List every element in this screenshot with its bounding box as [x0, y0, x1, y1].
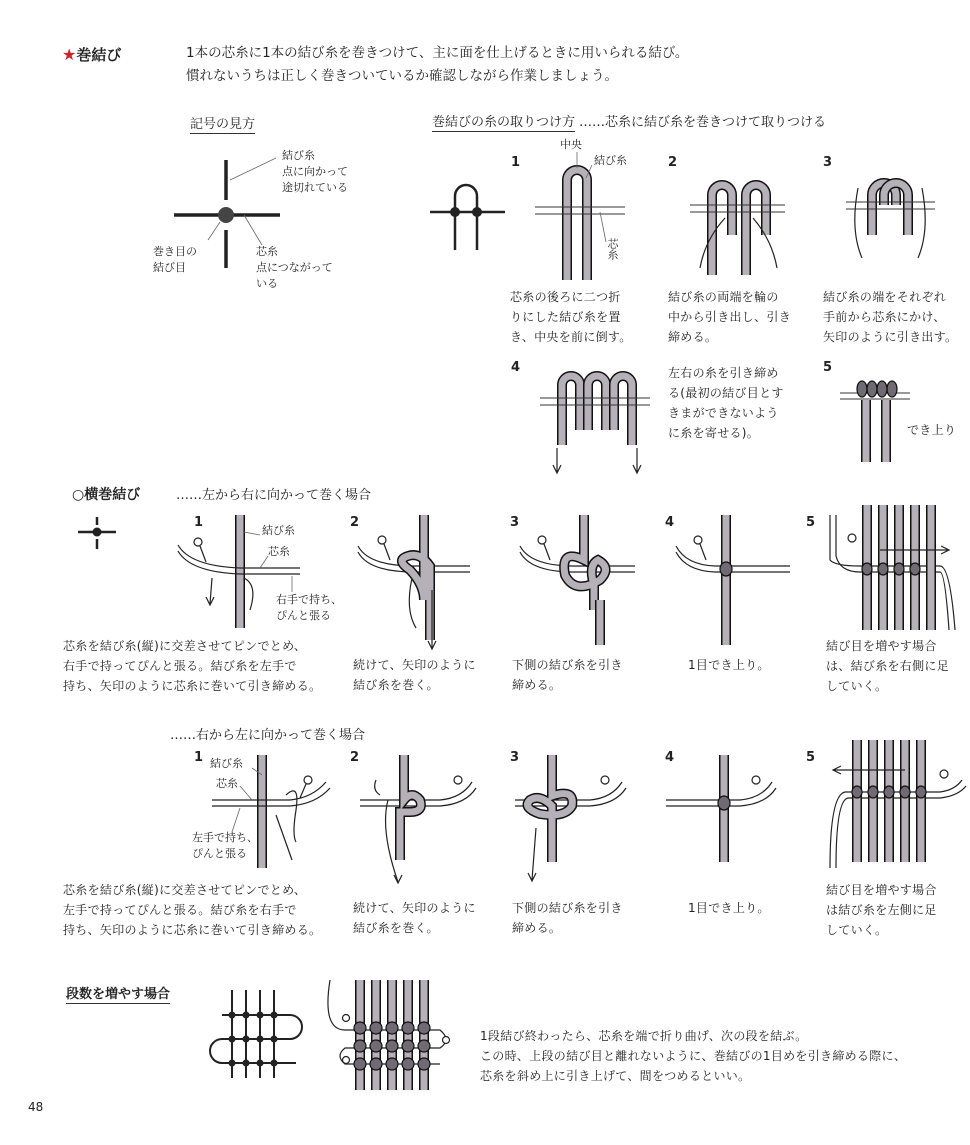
rows-heading: 段数を増やす場合 — [66, 987, 171, 1002]
rtl-note: ……右から左に向かって巻く場合 — [170, 728, 366, 743]
rtl-step-4-num: 4 — [665, 750, 675, 765]
label-knot-yarn: 結び糸 — [594, 154, 627, 167]
intro-line-1: 1本の芯糸に1本の結び糸を巻きつけて、主に面を仕上げるときに用いられる結び。 — [186, 45, 689, 61]
rtl-step-1-num: 1 — [194, 750, 204, 765]
attach-step-4-caption: 左右の糸を引き締め る(最初の結び目とす きまができないよう に糸を寄せる)。 — [668, 366, 784, 440]
attach-step-3-num: 3 — [823, 155, 833, 170]
rows-caption: 1段結び終わったら、芯糸を端で折り曲げ、次の段を結ぶ。 この時、上段の結び目と離れないように、巻結びの1目めを引き締める際に、 芯糸を斜め上に引き上げて、間をつめるといい。 — [480, 1029, 907, 1083]
attach-step-2-num: 2 — [668, 155, 678, 170]
ltr-step-3-num: 3 — [510, 515, 520, 530]
label-center: 中央 — [560, 138, 582, 151]
attach-step-2-caption: 結び糸の両端を輪の 中から引き出し、引き 締める。 — [668, 290, 792, 344]
attach-step-5-num: 5 — [823, 360, 833, 375]
label-core-yarn: 芯糸 — [606, 238, 619, 260]
legend-knot-label: 結び糸 点に向かって 途切れている — [282, 149, 348, 194]
rtl-step-3-caption: 下側の結び糸を引き 締める。 — [512, 901, 623, 935]
rtl-step-5-caption: 結び目を増やす場合 は結び糸を左側に足 していく。 — [826, 883, 937, 937]
ltr-step-2-num: 2 — [350, 515, 360, 530]
rtl-step-2-num: 2 — [350, 750, 360, 765]
attach-step-3-caption: 結び糸の端をそれぞれ 手前から芯糸にかけ、 矢印のように引き出す。 — [823, 290, 958, 344]
attach-heading: 巻結びの糸の取りつけ方 ……芯糸に結び糸を巻きつけて取りつける — [432, 115, 827, 130]
rows-knot-diagram — [0, 0, 470, 1100]
intro-line-2: 慣れないうちは正しく巻きついているか確認しながら作業しましょう。 — [186, 68, 618, 84]
legend-core-label: 芯糸 点につながって いる — [256, 245, 333, 290]
ltr-step-5-num: 5 — [806, 515, 816, 530]
attach-step-1-caption: 芯糸の後ろに二つ折 りにした結び糸を置 き、中央を前に倒す。 — [510, 290, 632, 344]
ltr-label-core: 芯糸 — [268, 545, 290, 558]
symbol-heading: 記号の見方 — [190, 117, 256, 132]
title-text: 巻結び — [76, 46, 122, 64]
attach-step-5-caption: でき上り — [907, 423, 957, 437]
attach-step-4-num: 4 — [511, 360, 521, 375]
legend-wrap-label: 巻き目の 結び目 — [153, 245, 197, 274]
rtl-step-4-caption: 1目でき上り。 — [688, 901, 770, 915]
ltr-label-knot: 結び糸 — [262, 524, 295, 537]
rtl-step-3-num: 3 — [510, 750, 520, 765]
star-icon: ★ — [62, 45, 77, 64]
rtl-label-hold: 左手で持ち、 ぴんと張る — [192, 831, 258, 860]
ltr-step-5-caption: 結び目を増やす場合 は、結び糸を右側に足 していく。 — [826, 639, 950, 693]
ltr-step-2-caption: 続けて、矢印のように 結び糸を巻く。 — [353, 658, 476, 692]
attach-step-1-num: 1 — [511, 155, 521, 170]
ltr-note: ……左から右に向かって巻く場合 — [176, 488, 372, 503]
rtl-step-5-num: 5 — [806, 750, 816, 765]
ltr-step-4-caption: 1目でき上り。 — [688, 658, 770, 672]
rtl-label-knot: 結び糸 — [210, 757, 243, 770]
horizontal-heading: ○横巻結び — [72, 487, 141, 503]
rtl-step-1-caption: 芯糸を結び糸(縦)に交差させてピンでとめ、 左手で持ってぴんと張る。結び糸を右手で 持ち、矢印のように芯糸に巻いて引き締める。 — [63, 883, 322, 937]
ltr-step-4-num: 4 — [665, 515, 675, 530]
page-number: 48 — [28, 1100, 44, 1114]
ltr-label-hold: 右手で持ち、 ぴんと張る — [276, 593, 342, 622]
ltr-step-1-num: 1 — [194, 515, 204, 530]
ltr-step-1-caption: 芯糸を結び糸(縦)に交差させてピンでとめ、 右手で持ってぴんと張る。結び糸を左手で 持ち、矢印のように芯糸に巻いて引き締める。 — [63, 639, 322, 693]
rtl-label-core: 芯糸 — [216, 777, 238, 790]
ltr-step-3-caption: 下側の結び糸を引き 締める。 — [512, 658, 623, 692]
rtl-step-2-caption: 続けて、矢印のように 結び糸を巻く。 — [353, 901, 476, 935]
